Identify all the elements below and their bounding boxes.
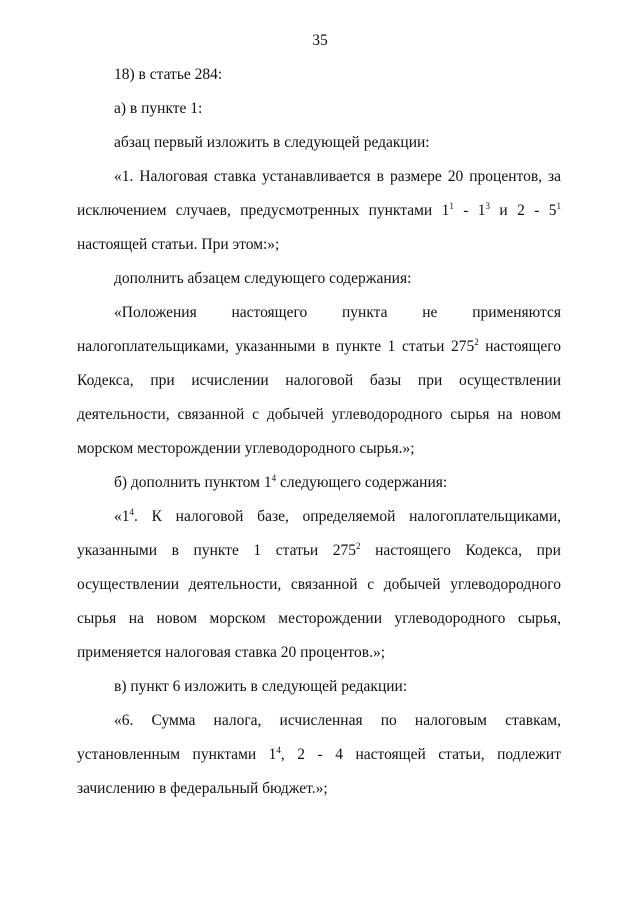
paragraph-first-abzac: абзац первый изложить в следующей редакции: — [114, 134, 430, 151]
text-segment: следующего содержания: — [276, 474, 448, 491]
superscript: 1 — [556, 201, 561, 211]
text-segment: настоящего Кодекса, при исчислении налоговой базы при осуществлении деятельности, связанной с добычей углеводородного сырья на новом морском месторождении углеводородного сырья.»; — [77, 338, 561, 457]
text-segment: «1 — [114, 508, 130, 525]
paragraph-point-1-4-text — [77, 500, 561, 670]
text-segment: «6. Сумма налога, исчисленная по налоговым ставкам, установленным пунктами 1 — [77, 712, 561, 763]
superscript: 3 — [485, 201, 491, 211]
paragraph-point-6: в) пункт 6 изложить в следующей редакции: — [114, 678, 408, 695]
paragraph-point-6-text — [77, 704, 561, 806]
superscript: 1 — [449, 201, 454, 211]
paragraph-article-284: 18) в статье 284: — [114, 66, 223, 83]
superscript: 4 — [271, 473, 277, 483]
paragraph-provisions — [77, 296, 561, 466]
text-segment: «Положения настоящего пункта не применяются налогоплательщиками, указанными в пункте 1 статьи 275 — [77, 304, 561, 355]
superscript: 2 — [474, 337, 479, 347]
paragraph-add-point-1-4 — [77, 466, 561, 500]
superscript: 4 — [276, 745, 281, 755]
paragraph-point-1: а) в пункте 1: — [114, 100, 203, 117]
text-segment: , 2 - 4 настоящей статьи, подлежит зачислению в федеральный бюджет.»; — [77, 746, 561, 797]
superscript: 2 — [356, 541, 361, 551]
text-segment: настоящей статьи. При этом:»; — [77, 236, 280, 253]
paragraph-tax-rate-20 — [77, 160, 561, 262]
text-segment: «1. Налоговая ставка устанавливается в размере 20 процентов, за исключением случаев, предусмотренных пунктами 1 — [77, 168, 561, 219]
text-segment: б) дополнить пунктом 1 — [114, 474, 272, 491]
superscript: 4 — [129, 507, 134, 517]
text-segment: и 2 - 5 — [490, 202, 557, 219]
text-segment: . К налоговой базе, определяемой налогоплательщиками, указанными в пункте 1 статьи 275 — [77, 508, 561, 559]
document-body — [77, 58, 561, 806]
text-segment: - 1 — [453, 202, 486, 219]
paragraph-add-abzac: дополнить абзацем следующего содержания: — [114, 270, 412, 287]
text-segment: настоящего Кодекса, при осуществлении деятельности, связанной с добычей углеводородного сырья на новом морском месторождении углеводородного сырья, применяется налоговая ставка 20 процентов.»; — [77, 542, 561, 661]
page-number: 35 — [312, 32, 328, 49]
